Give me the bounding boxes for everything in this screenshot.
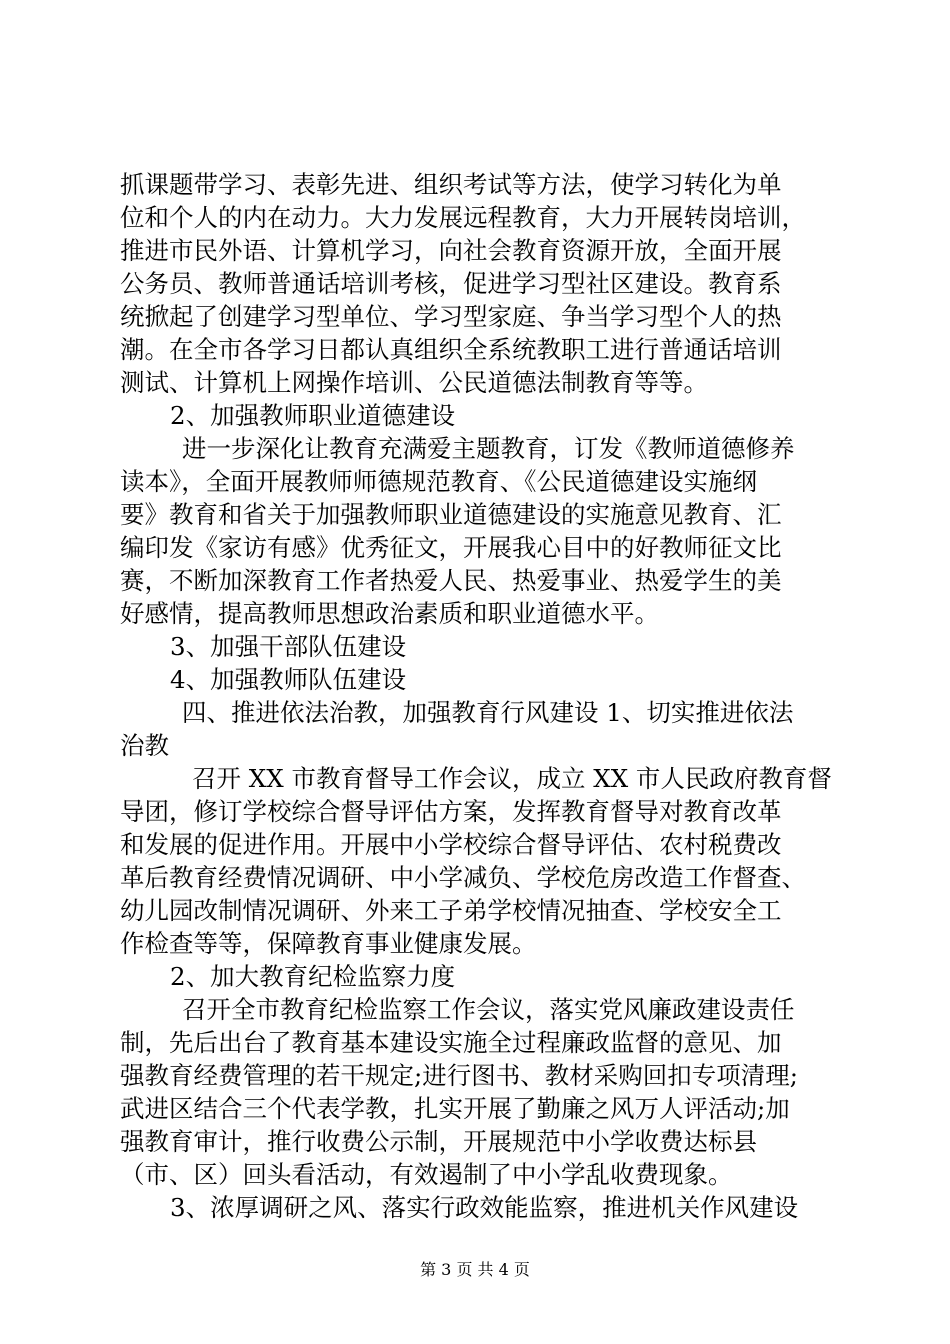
section-heading: 3、浓厚调研之风、落实行政效能监察，推进机关作风建设 [170,1193,799,1222]
text-line: 和发展的促进作用。开展中小学校综合督导评估、农村税费改 [120,830,782,859]
text-line: 编印发《家访有感》优秀征文，开展我心目中的好教师征文比 [120,533,782,562]
page-footer: 第 3 页 共 4 页 [420,1260,530,1279]
text-line: 治教 [120,731,169,760]
text-line: 武进区结合三个代表学教，扎实开展了勤廉之风万人评活动;加 [120,1094,790,1123]
text-line: 召开全市教育纪检监察工作会议，落实党风廉政建设责任 [182,995,795,1024]
text-line: 制，先后出台了教育基本建设实施全过程廉政监督的意见、加 [120,1028,782,1057]
text-line: 作检查等等，保障教育事业健康发展。 [120,929,537,958]
text-line: 召开 XX 市教育督导工作会议，成立 XX 市人民政府教育督 [192,764,832,793]
text-line: 公务员、教师普通话培训考核，促进学习型社区建设。教育系 [120,269,782,298]
text-line: 推进市民外语、计算机学习，向社会教育资源开放，全面开展 [120,236,782,265]
text-line: 读本》，全面开展教师师德规范教育、《公民道德建设实施纲 [120,467,757,496]
text-line: 统掀起了创建学习型单位、学习型家庭、争当学习型个人的热 [120,302,782,331]
text-line: 导团，修订学校综合督导评估方案，发挥教育督导对教育改革 [120,797,782,826]
text-line: 强教育审计，推行收费公示制，开展规范中小学收费达标县 [120,1127,757,1156]
text-line: （市、区）回头看活动，有效遏制了中小学乱收费现象。 [120,1160,733,1189]
text-line: 革后教育经费情况调研、中小学减负、学校危房改造工作督查、 [120,863,806,892]
text-line: 进一步深化让教育充满爱主题教育，订发《教师道德修养 [182,434,795,463]
text-line: 赛，不断加深教育工作者热爱人民、热爱事业、热爱学生的美 [120,566,782,595]
section-heading: 2、加强教师职业道德建设 [170,401,456,430]
text-line: 潮。在全市各学习日都认真组织全系统教职工进行普通话培训 [120,335,782,364]
section-heading: 3、加强干部队伍建设 [170,632,407,661]
text-line: 抓课题带学习、表彰先进、组织考试等方法，使学习转化为单 [120,170,782,199]
text-line: 强教育经费管理的若干规定;进行图书、教材采购回扣专项清理; [120,1061,799,1090]
text-line: 幼儿园改制情况调研、外来工子弟学校情况抽查、学校安全工 [120,896,782,925]
body-text [120,168,840,1224]
text-line: 位和个人的内在动力。大力发展远程教育，大力开展转岗培训， [120,203,806,232]
text-line: 好感情，提高教师思想政治素质和职业道德水平。 [120,599,659,628]
section-heading: 四、推进依法治教，加强教育行风建设 1、切实推进依法 [182,698,794,727]
text-line: 测试、计算机上网操作培训、公民道德法制教育等等。 [120,368,708,397]
text-line: 要》教育和省关于加强教师职业道德建设的实施意见教育、汇 [120,500,782,529]
section-heading: 2、加大教育纪检监察力度 [170,962,456,991]
section-heading: 4、加强教师队伍建设 [170,665,407,694]
